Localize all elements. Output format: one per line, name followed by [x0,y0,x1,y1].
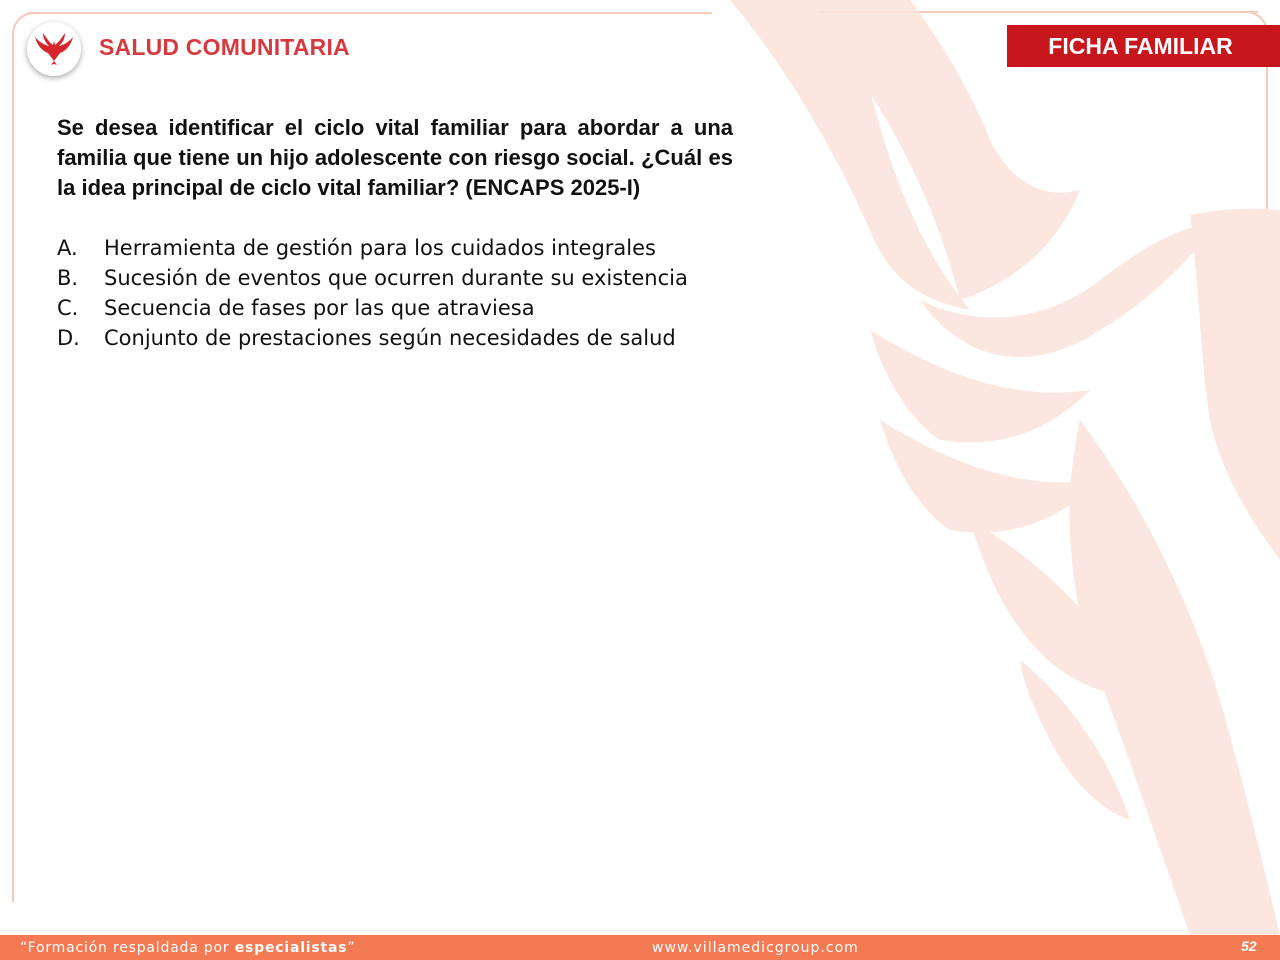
footer-url: www.villamedicgroup.com [652,940,859,956]
option-a [57,233,733,263]
option-letter: D. [57,326,80,350]
footer-slogan [20,940,355,956]
option-text: Herramienta de gestión para los cuidados integrales [104,236,656,260]
option-letter: B. [57,266,79,290]
slogan-bold: especialistas [234,940,348,956]
frame-border-top [28,12,712,14]
topic-badge: FICHA FAMILIAR [1007,25,1280,67]
slogan-start: “Formación respaldada por [20,940,235,956]
option-text: Secuencia de fases por las que atraviesa [104,296,535,320]
logo [27,22,81,76]
option-text: Sucesión de eventos que ocurren durante su existencia [104,266,688,290]
slogan-end: ” [347,940,356,956]
option-b [57,263,733,293]
footer-bar [0,935,1280,960]
option-d [57,323,733,353]
phoenix-watermark-icon [720,0,1280,935]
option-letter: C. [57,296,79,320]
question-text: Se desea identificar el ciclo vital familiar para abordar a una familia que tiene un hijo adolescente con riesgo social. ¿Cuál es la idea principal de ciclo vital familiar? (ENCAPS 2025-I) [57,115,733,200]
option-c [57,293,733,323]
phoenix-logo-icon [34,31,74,67]
answer-options [57,233,733,353]
option-letter: A. [57,236,78,260]
section-title: SALUD COMUNITARIA [99,34,350,60]
page-number: 52 [1241,938,1257,954]
frame-border-left [12,12,42,902]
option-text: Conjunto de prestaciones según necesidades de salud [104,326,676,350]
